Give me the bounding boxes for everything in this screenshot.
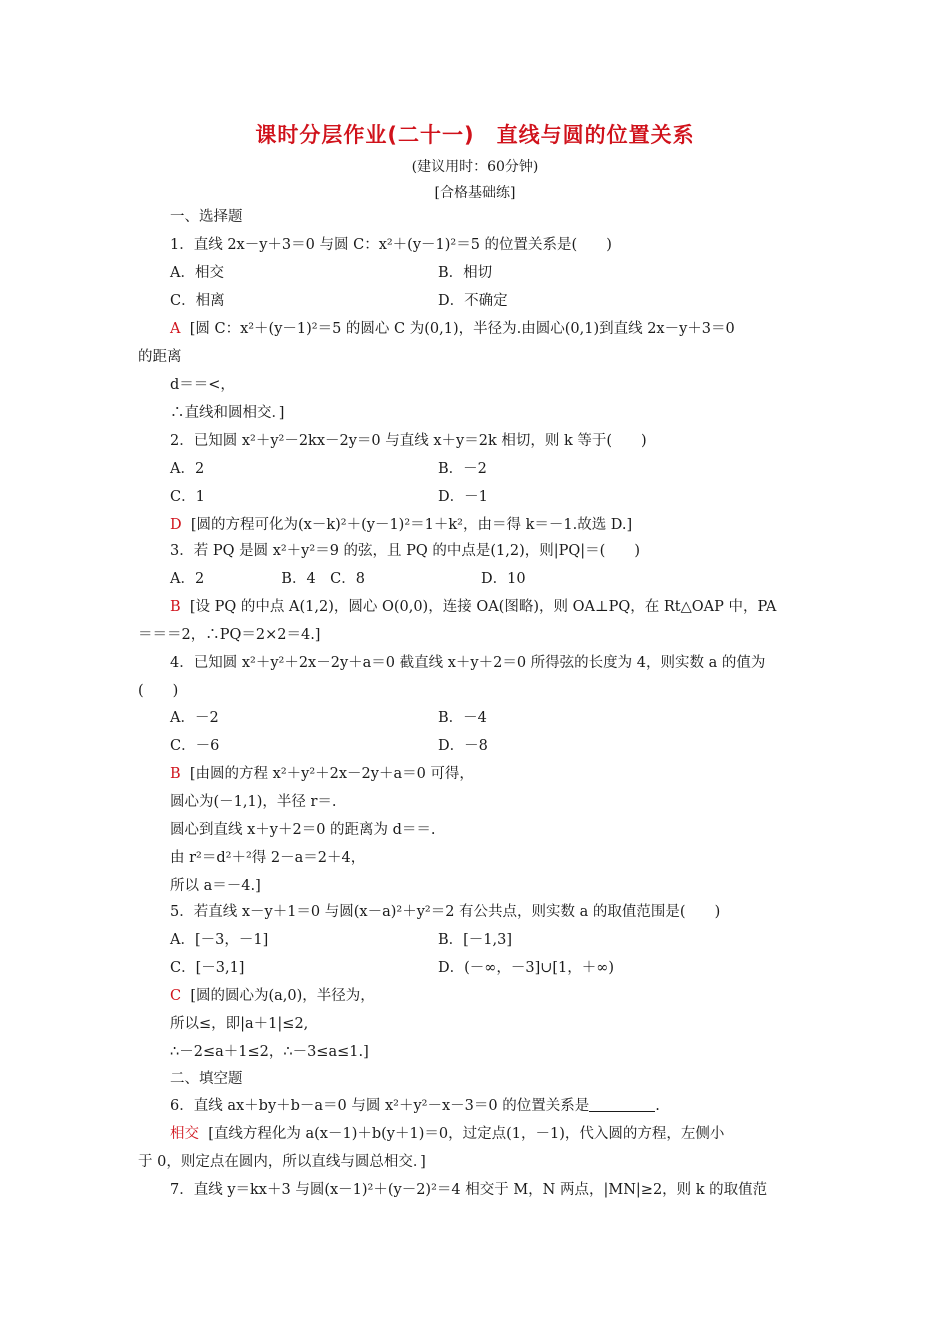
question-4-solution-line-3: 圆心到直线 x＋y＋2＝0 的距离为 d＝＝.	[170, 822, 436, 838]
question-3-stem: 3．若 PQ 是圆 x²＋y²＝9 的弦，且 PQ 的中点是(1,2)，则|PQ|＝( )	[170, 543, 640, 559]
question-6-stem-end: .	[655, 1098, 660, 1114]
section-choice-heading: 一、选择题	[170, 209, 243, 225]
question-2-solution-line-1	[170, 516, 632, 534]
question-3-solution-line-2: ＝＝＝2，∴PQ＝2×2＝4.]	[138, 627, 321, 643]
question-1-option-b: B．相切	[438, 265, 493, 281]
question-5-option-c: C．[－3,1]	[170, 960, 245, 976]
question-2-answer: D	[170, 517, 182, 533]
question-3-answer: B	[170, 599, 181, 615]
question-5-stem: 5．若直线 x－y＋1＝0 与圆(x－a)²＋y²＝2 有公共点，则实数 a 的取值范围是( )	[170, 904, 721, 920]
question-5-option-d: D．(－∞，－3]∪[1，＋∞)	[438, 960, 615, 976]
question-4-stem-line-2: ( )	[138, 683, 179, 699]
question-6-stem: 6．直线 ax＋by＋b－a＝0 与圆 x²＋y²－x－3＝0 的位置关系是	[170, 1098, 590, 1114]
question-1-option-c: C．相离	[170, 293, 225, 309]
section-fill-heading: 二、填空题	[170, 1071, 243, 1087]
question-1-option-d: D．不确定	[438, 293, 508, 309]
question-4-solution-line-4: 由 r²＝d²＋²得 2－a＝2＋4，	[170, 850, 366, 866]
question-5-answer: C	[170, 988, 182, 1004]
question-1-solution-text: [圆 C：x²＋(y－1)²＝5 的圆心 C 为(0,1)，半径为.由圆心(0,1)到直线 2x－y＋3＝0	[189, 321, 735, 337]
question-5-solution-line-1	[170, 987, 375, 1005]
question-2-stem: 2．已知圆 x²＋y²－2kx－2y＝0 与直线 x＋y＝2k 相切，则 k 等于( )	[170, 433, 647, 449]
question-4-stem-line-1: 4．已知圆 x²＋y²＋2x－2y＋a＝0 截直线 x＋y＋2＝0 所得弦的长度为 4，则实数 a 的值为	[170, 655, 766, 671]
question-1-answer: A	[170, 321, 181, 337]
level-label: [合格基础练]	[434, 185, 516, 201]
question-1-solution-line-3: d＝＝<，	[170, 377, 235, 393]
question-4-option-d: D．－8	[438, 738, 488, 754]
question-4-solution-line-2: 圆心为(－1,1)，半径 r＝.	[170, 794, 337, 810]
question-7-stem: 7．直线 y＝kx＋3 与圆(x－1)²＋(y－2)²＝4 相交于 M，N 两点，|MN|≥2，则 k 的取值范	[170, 1182, 768, 1198]
question-6-solution-text: [直线方程化为 a(x－1)＋b(y＋1)＝0，过定点(1，－1)，代入圆的方程，左侧小	[208, 1126, 725, 1142]
question-6-stem-line	[170, 1097, 660, 1115]
question-2-option-d: D．－1	[438, 489, 488, 505]
question-3-solution-text: [设 PQ 的中点 A(1,2)，圆心 O(0,0)，连接 OA(图略)，则 OA⊥PQ，在 Rt△OAP 中，PA	[189, 599, 777, 615]
question-2-option-c: C．1	[170, 489, 205, 505]
question-3-solution-line-1	[170, 598, 776, 616]
question-1-solution-line-4: ∴直线和圆相交．]	[170, 405, 285, 421]
question-4-solution-line-5: 所以 a＝－4.]	[170, 878, 261, 894]
question-4-option-b: B．－4	[438, 710, 487, 726]
question-1-solution-line-1	[170, 320, 735, 338]
question-2-option-b: B．－2	[438, 461, 487, 477]
question-5-solution-line-2: 所以≤，即|a＋1|≤2,	[170, 1016, 309, 1032]
question-4-solution-line-1	[170, 765, 474, 783]
question-3-options: A．2 B．4 C．8 D．10	[170, 571, 526, 587]
question-4-answer: B	[170, 766, 181, 782]
question-4-option-c: C．－6	[170, 738, 220, 754]
question-6-answer: 相交	[170, 1126, 199, 1142]
question-6-answer-blank	[589, 1097, 655, 1112]
question-5-solution-text: [圆的圆心为(a,0)，半径为，	[190, 988, 375, 1004]
time-note: (建议用时：60分钟)	[411, 159, 539, 175]
question-6-solution-line-1	[170, 1125, 724, 1143]
question-6-solution-line-2: 于 0，则定点在圆内，所以直线与圆总相交．]	[138, 1154, 426, 1170]
question-5-solution-line-3: ∴－2≤a＋1≤2，∴－3≤a≤1.]	[170, 1044, 369, 1060]
question-2-solution-text: [圆的方程可化为(x－k)²＋(y－1)²＝1＋k²，由＝得 k＝－1.故选 D.]	[190, 517, 633, 533]
question-1-solution-line-2: 的距离	[138, 349, 182, 365]
page-title: 课时分层作业(二十一) 直线与圆的位置关系	[255, 123, 695, 147]
question-4-option-a: A．－2	[170, 710, 219, 726]
question-5-option-a: A．[－3，－1]	[170, 932, 269, 948]
question-2-option-a: A．2	[170, 461, 205, 477]
question-1-stem: 1．直线 2x－y＋3＝0 与圆 C：x²＋(y－1)²＝5 的位置关系是( )	[170, 237, 612, 253]
question-4-solution-text: [由圆的方程 x²＋y²＋2x－2y＋a＝0 可得，	[189, 766, 474, 782]
question-5-option-b: B．[－1,3]	[438, 932, 513, 948]
question-1-option-a: A．相交	[170, 265, 224, 281]
